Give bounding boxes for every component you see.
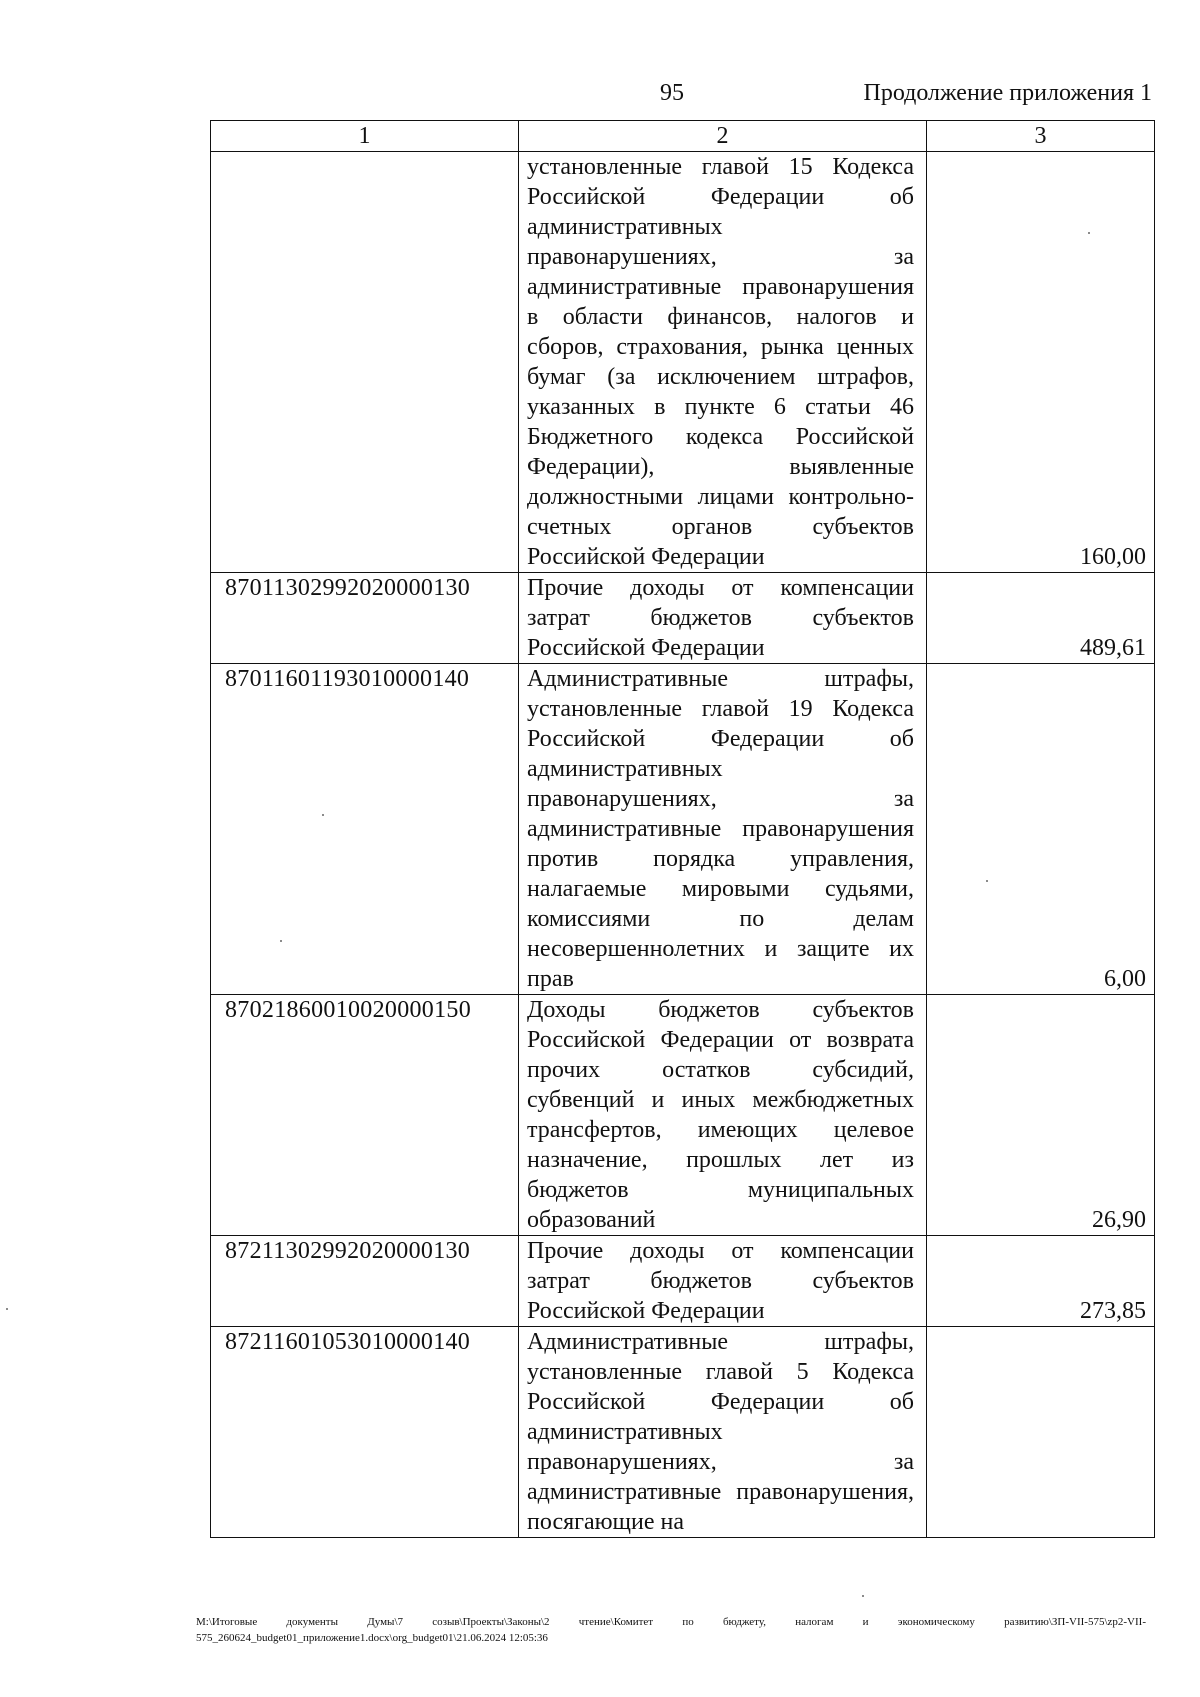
- row-amount: 26,90: [927, 995, 1155, 1236]
- scan-speck: [862, 1595, 864, 1597]
- row-code: 87211302992020000130: [211, 1236, 519, 1327]
- row-code: 87021860010020000150: [211, 995, 519, 1236]
- scan-speck: [1088, 232, 1090, 234]
- row-description: Доходы бюджетов субъектов Российской Федерации от возврата прочих остатков субсидий, субвенций и иных межбюджетных трансфертов, имеющих целевое назначение, прошлых лет из бюджетов муниципальных образований: [519, 995, 927, 1236]
- scan-speck: [280, 940, 282, 942]
- row-amount: 160,00: [927, 152, 1155, 573]
- row-description: Административные штрафы, установленные главой 19 Кодекса Российской Федерации об административных правонарушениях, за административные правонарушения против порядка управления, налагаемые мировыми судьями, комиссиями по делам несовершеннолетних и защите их прав: [519, 664, 927, 995]
- scan-speck: [322, 814, 324, 816]
- table-header-row: [211, 121, 1155, 152]
- row-description: Прочие доходы от компенсации затрат бюджетов субъектов Российской Федерации: [519, 1236, 927, 1327]
- continuation-label: Продолжение приложения 1: [863, 80, 1152, 106]
- column-header-2: 2: [519, 121, 927, 152]
- revenue-table-container: [210, 120, 1154, 1538]
- row-code: [211, 152, 519, 573]
- scan-speck: [986, 880, 988, 882]
- scan-speck: [6, 1308, 8, 1310]
- row-code: 87211601053010000140: [211, 1327, 519, 1538]
- table-row: [211, 152, 1155, 573]
- row-code: 87011601193010000140: [211, 664, 519, 995]
- row-amount: 489,61: [927, 573, 1155, 664]
- page-number: 95: [660, 80, 684, 106]
- row-description: Прочие доходы от компенсации затрат бюджетов субъектов Российской Федерации: [519, 573, 927, 664]
- column-header-1: 1: [211, 121, 519, 152]
- row-code: 87011302992020000130: [211, 573, 519, 664]
- revenue-table: [210, 120, 1155, 1538]
- row-amount: 273,85: [927, 1236, 1155, 1327]
- table-row: [211, 573, 1155, 664]
- table-row: [211, 995, 1155, 1236]
- row-description: установленные главой 15 Кодекса Российской Федерации об административных правонарушениях, за административные правонарушения в области финансов, налогов и сборов, страхования, рынка ценных бумаг (за исключением штрафов, указанных в пункте 6 статьи 46 Бюджетного кодекса Российской Федерации), выявленные должностными лицами контрольно-счетных органов субъектов Российской Федерации: [519, 152, 927, 573]
- row-amount: [927, 1327, 1155, 1538]
- row-amount: 6,00: [927, 664, 1155, 995]
- table-row: [211, 1327, 1155, 1538]
- row-description: Административные штрафы, установленные главой 5 Кодекса Российской Федерации об административных правонарушениях, за административные правонарушения, посягающие на: [519, 1327, 927, 1538]
- table-row: [211, 664, 1155, 995]
- footer-file-path: М:\Итоговые документы Думы\7 созыв\Проекты\Законы\2 чтение\Комитет по бюджету, налогам и экономическому развитию\ЗП-VII-575\zp2-VII-575_260624_budget01_приложение1.docx\org_budget01\21.06.2024 12:05:36: [196, 1616, 1146, 1644]
- column-header-3: 3: [927, 121, 1155, 152]
- table-row: [211, 1236, 1155, 1327]
